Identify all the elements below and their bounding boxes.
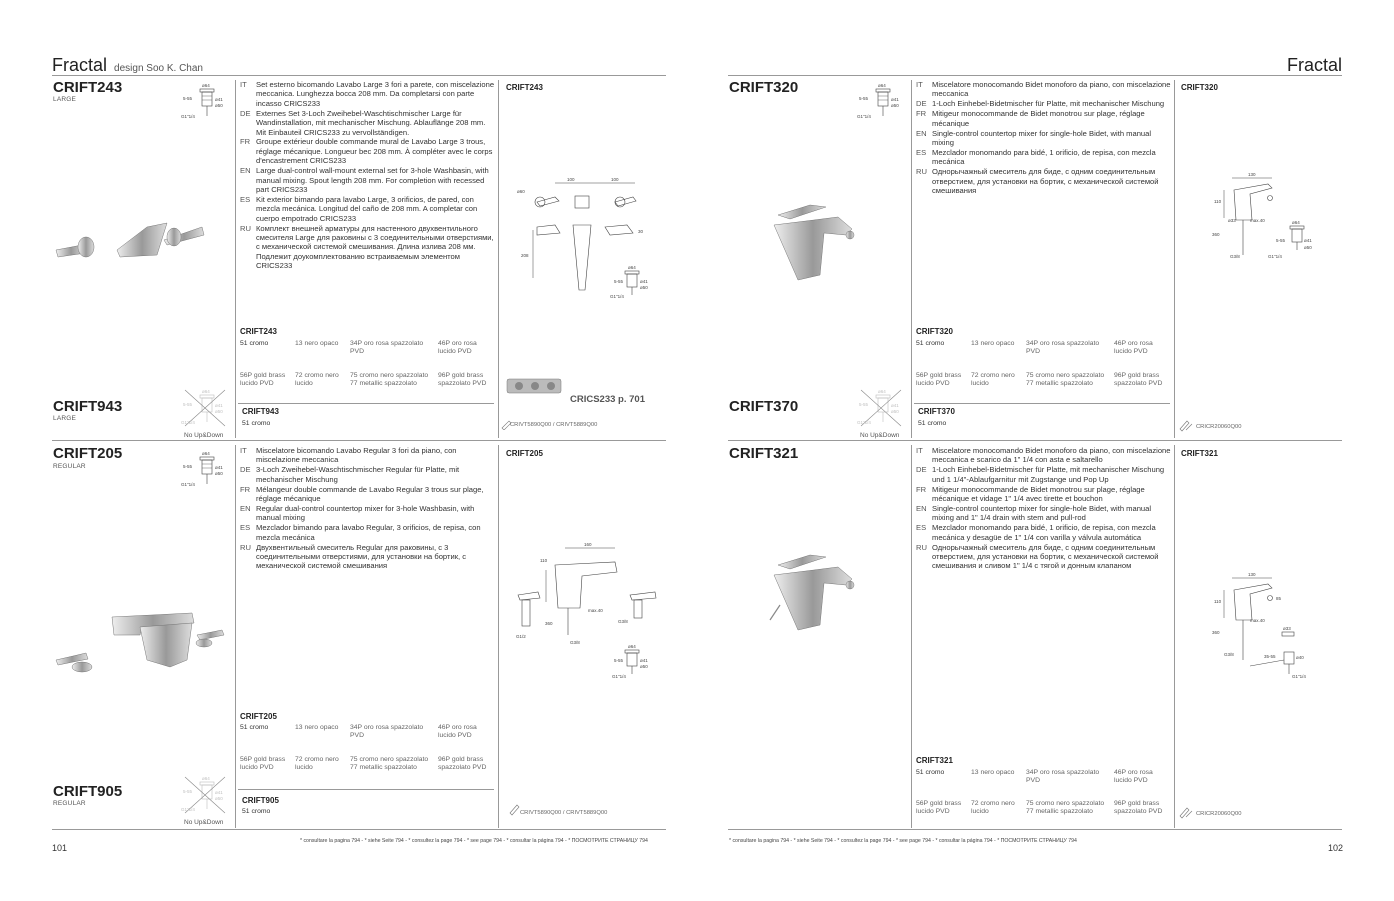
finish-item: 56P gold brass lucido PVD — [916, 800, 962, 815]
cartridge-icon — [508, 802, 520, 816]
svg-text:G3/8: G3/8 — [1230, 254, 1240, 259]
svg-text:ø40: ø40 — [1296, 655, 1304, 660]
product-code: CRIFT943 — [53, 398, 123, 415]
divider — [52, 75, 666, 76]
svg-text:5-55: 5-55 — [859, 96, 869, 101]
page-number: 102 — [1328, 843, 1344, 853]
technical-drawing — [1210, 170, 1320, 265]
finish-item: 72 cromo nero lucido — [971, 800, 1015, 815]
divider — [52, 829, 666, 830]
svg-text:ø41: ø41 — [891, 97, 899, 102]
svg-text:G3/8: G3/8 — [570, 640, 580, 645]
finish-item: 34P oro rosa spazzolato PVD — [350, 340, 424, 355]
drawing-title: CRIFT321 — [1181, 449, 1218, 458]
drain-diagram — [180, 450, 230, 490]
product-sub: LARGE — [53, 415, 77, 422]
finish-item: 13 nero opaco — [971, 769, 1015, 776]
product-sub: REGULAR — [53, 800, 86, 807]
finish-item: 72 cromo nero lucido — [971, 372, 1015, 387]
drawing-title: CRIFT243 — [506, 83, 543, 92]
finish-item: 46P oro rosa lucido PVD — [438, 724, 477, 739]
svg-text:ø33: ø33 — [1228, 218, 1236, 223]
finish-item: 56P gold brass lucido PVD — [240, 372, 286, 387]
product-code: CRIFT370 — [729, 398, 799, 415]
svg-text:ø41: ø41 — [215, 790, 223, 795]
finish-item: 75 cromo nero spazzolato 77 metallic spazzolato — [1026, 372, 1105, 387]
svg-text:ø64: ø64 — [1292, 220, 1300, 225]
svg-text:130: 130 — [1248, 172, 1256, 177]
finish-item: 51 cromo — [240, 724, 269, 731]
finish-item: 46P oro rosa lucido PVD — [438, 340, 477, 355]
page-number: 101 — [52, 843, 68, 853]
divider — [52, 440, 666, 441]
finish-item: 96P gold brass spazzolato PVD — [438, 756, 487, 771]
svg-text:G3/8: G3/8 — [1224, 652, 1234, 657]
svg-text:5-55: 5-55 — [614, 658, 624, 663]
svg-text:130: 130 — [1248, 572, 1256, 577]
svg-text:ø50: ø50 — [640, 285, 648, 290]
finish-item: 72 cromo nero lucido — [295, 756, 339, 771]
svg-text:ø64: ø64 — [202, 83, 210, 88]
svg-text:360: 360 — [1212, 630, 1220, 635]
accessory-code: CRICR20060Q00 — [1196, 811, 1242, 817]
finish-item: 51 cromo — [242, 808, 271, 815]
finish-item: 51 cromo — [916, 340, 945, 347]
svg-text:110: 110 — [1214, 599, 1222, 604]
svg-text:ø64: ø64 — [878, 83, 886, 88]
divider — [498, 80, 499, 438]
finish-item: 56P gold brass lucido PVD — [240, 756, 286, 771]
divider — [728, 440, 1342, 441]
product-code: CRIFT905 — [53, 783, 123, 800]
svg-text:ø50: ø50 — [891, 409, 899, 414]
finish-title: CRIFT905 — [242, 796, 279, 805]
page-header-left — [52, 55, 203, 76]
finish-item: 34P oro rosa spazzolato PVD — [350, 724, 424, 739]
svg-text:G1"1/4: G1"1/4 — [610, 294, 624, 299]
svg-text:max.40: max.40 — [588, 608, 603, 613]
no-updown-label: No Up&Down — [184, 819, 224, 826]
finish-item: 46P oro rosa lucido PVD — [1114, 340, 1153, 355]
svg-text:ø60: ø60 — [517, 189, 525, 194]
drain-diagram — [180, 82, 230, 122]
drain-diagram-crossed — [180, 775, 230, 815]
svg-text:G1"1/4: G1"1/4 — [1292, 674, 1306, 679]
finish-item: 13 nero opaco — [295, 340, 339, 347]
svg-text:max.40: max.40 — [1250, 618, 1265, 623]
finish-item: 96P gold brass spazzolato PVD — [1114, 372, 1163, 387]
finish-item: 51 cromo — [918, 420, 947, 427]
svg-text:5-55: 5-55 — [859, 402, 869, 407]
divider — [914, 403, 1170, 404]
finish-item: 75 cromo nero spazzolato 77 metallic spazzolato — [350, 756, 429, 771]
product-sub: REGULAR — [53, 463, 86, 470]
divider — [728, 75, 1342, 76]
technical-drawing — [515, 175, 655, 300]
finish-item: 72 cromo nero lucido — [295, 372, 339, 387]
product-code: CRIFT243 — [53, 79, 123, 96]
divider — [498, 445, 499, 828]
technical-drawing — [510, 540, 660, 680]
finish-item: 96P gold brass spazzolato PVD — [438, 372, 487, 387]
svg-text:35-55: 35-55 — [1264, 654, 1276, 659]
svg-text:5-55: 5-55 — [183, 789, 193, 794]
svg-text:110: 110 — [540, 558, 548, 563]
svg-text:max.40: max.40 — [1250, 218, 1265, 223]
svg-text:G1/2: G1/2 — [516, 634, 526, 639]
divider — [1174, 80, 1175, 438]
finish-title: CRIFT320 — [916, 327, 953, 336]
divider — [911, 445, 912, 828]
drain-diagram-crossed — [180, 388, 230, 428]
finish-item: 96P gold brass spazzolato PVD — [1114, 800, 1163, 815]
svg-text:ø50: ø50 — [215, 471, 223, 476]
svg-text:ø64: ø64 — [202, 776, 210, 781]
finish-title: CRIFT243 — [240, 327, 277, 336]
series-title: Fractal — [52, 55, 108, 75]
svg-text:G1"1/4: G1"1/4 — [181, 420, 195, 425]
svg-text:G1"1/4: G1"1/4 — [181, 482, 195, 487]
svg-text:ø50: ø50 — [1304, 245, 1312, 250]
svg-text:ø50: ø50 — [640, 664, 648, 669]
description-block: IT Miscelatore monocomando Bidet monoforo da piano, con miscelazione meccanica DE 1-Loch Einhebel-Bidetmischer für Platte, mit mechanischer Mischung FR Mitigeur monocommande de Bidet monotrou sur plage, réglage mécanique EN Single-control countertop mixer for single-hole Bidet, with manual mixing ES Mezclador monomando para bidé, 1 orificio, de repisa, con mezcla mecánica RU Однорычажный смеситель для биде, с одним соединительным отверстием, для установки на бортик, с механической системой смешивания — [916, 80, 1171, 195]
accessory-code: CRICR20060Q00 — [1196, 424, 1242, 430]
svg-text:ø41: ø41 — [215, 97, 223, 102]
svg-text:G1"1/4: G1"1/4 — [181, 807, 195, 812]
finish-item: 56P gold brass lucido PVD — [916, 372, 962, 387]
product-photo — [52, 605, 232, 685]
svg-text:30: 30 — [638, 229, 644, 234]
description-block: IT Miscelatore monocomando Bidet monoforo da piano, con miscelazione meccanica e scarico da 1" 1/4 con asta e saltarello DE 1-Loch Einhebel-Bidetmischer für Platte, mit mechanischer Mischung und 1 1/4"-Ablaufgarnitur mit Zugstange und Pop Up FR Mitigeur monocommande de Bidet monotrou sur plage, réglage mécanique et vidage 1" 1/4 avec tirette et bouchon EN Single-control countertop mixer for single-hole Bidet, with manual mixing and 1" 1/4 drain with stem and pull-rod ES Mezclador monomando para bidé, 1 orificio, de repisa, con mezcla mecánica y desagüe de 1" 1/4 con varilla y válvula automática RU Однорычажный смеситель для биде, с одним соединительным отверстием, для установки на бортик, с механической системой смешивания и сливом 1" 1/4 с тягой и донным клапаном — [916, 446, 1171, 571]
svg-text:ø41: ø41 — [1304, 238, 1312, 243]
svg-text:G1"1/4: G1"1/4 — [857, 114, 871, 119]
finish-item: 51 cromo — [916, 769, 945, 776]
finish-item: 13 nero opaco — [971, 340, 1015, 347]
footnote: * consultare la pagina 794 - * siehe Seite 794 - * consultez la page 794 - * see page 794 - * consultar la página 794 - * ПОСМОТРИТЕ СТРАНИЦУ 794 — [300, 838, 648, 844]
finish-title: CRIFT943 — [242, 407, 279, 416]
svg-text:G1"1/4: G1"1/4 — [857, 420, 871, 425]
svg-text:110: 110 — [1214, 199, 1222, 204]
svg-text:208: 208 — [521, 253, 529, 258]
svg-text:G1"1/4: G1"1/4 — [1268, 254, 1282, 259]
product-code: CRIFT320 — [729, 79, 799, 96]
finish-item: 75 cromo nero spazzolato 77 metallic spazzolato — [350, 372, 429, 387]
product-photo — [760, 195, 870, 290]
svg-text:G3/8: G3/8 — [618, 619, 628, 624]
svg-text:ø50: ø50 — [891, 103, 899, 108]
finish-item: 51 cromo — [242, 420, 271, 427]
finish-item: 34P oro rosa spazzolato PVD — [1026, 769, 1100, 784]
no-updown-label: No Up&Down — [860, 432, 900, 439]
svg-text:ø41: ø41 — [215, 465, 223, 470]
svg-text:ø41: ø41 — [215, 403, 223, 408]
finish-item: 34P oro rosa spazzolato PVD — [1026, 340, 1100, 355]
svg-text:5-55: 5-55 — [614, 279, 624, 284]
svg-text:ø64: ø64 — [878, 389, 886, 394]
drain-diagram-crossed — [856, 388, 906, 428]
designer-credit: design Soo K. Chan — [114, 63, 203, 74]
divider — [235, 80, 236, 438]
svg-text:G1"1/4: G1"1/4 — [612, 674, 626, 679]
svg-text:85: 85 — [1276, 596, 1282, 601]
product-code: CRIFT321 — [729, 445, 799, 462]
svg-text:ø64: ø64 — [202, 451, 210, 456]
product-code: CRIFT205 — [53, 445, 123, 462]
product-photo — [52, 215, 232, 275]
page-header-right — [1287, 55, 1342, 76]
svg-text:ø50: ø50 — [215, 409, 223, 414]
product-photo — [760, 545, 870, 640]
divider — [235, 445, 236, 828]
svg-text:G1"1/4: G1"1/4 — [181, 114, 195, 119]
svg-text:ø50: ø50 — [215, 103, 223, 108]
finish-title: CRIFT370 — [918, 407, 955, 416]
svg-text:100: 100 — [567, 177, 575, 182]
svg-text:ø41: ø41 — [891, 403, 899, 408]
series-title: Fractal — [1287, 55, 1343, 75]
technical-drawing — [1210, 570, 1320, 680]
drawing-title: CRIFT320 — [1181, 83, 1218, 92]
divider — [728, 829, 1342, 830]
svg-text:ø41: ø41 — [640, 279, 648, 284]
svg-text:100: 100 — [611, 177, 619, 182]
finish-item: 75 cromo nero spazzolato 77 metallic spazzolato — [1026, 800, 1105, 815]
svg-text:ø50: ø50 — [215, 796, 223, 801]
svg-text:5-55: 5-55 — [183, 402, 193, 407]
drawing-title: CRIFT205 — [506, 449, 543, 458]
divider — [911, 80, 912, 438]
recess-part-label: CRICS233 p. 701 — [570, 394, 645, 405]
finish-title: CRIFT321 — [916, 756, 953, 765]
product-sub: LARGE — [53, 96, 77, 103]
svg-text:160: 160 — [584, 542, 592, 547]
accessory-code: CRIVT5890Q00 / CRIVT5889Q00 — [510, 422, 598, 428]
svg-text:ø33: ø33 — [1283, 626, 1291, 631]
svg-text:ø41: ø41 — [640, 658, 648, 663]
description-block: IT Set esterno bicomando Lavabo Large 3 fori a parete, con miscelazione meccanica. Lunghezza bocca 208 mm. Da completarsi con parte incasso CRICS233 DE Externes Set 3-Loch Zweihebel-Waschtischmischer Large für Wandinstallation, mit mechanischer Mischung. Ablauflänge 208 mm. Mit Einbauteil CRICS233 zu vervollständigen. FR Groupe extérieur double commande mural de Lavabo Large 3 trous, réglage mécanique. Longueur bec 208 mm. À compléter avec le corps d'encastrement CRICS233 EN Large dual-control wall-mount external set for 3-hole Washbasin, with manual mixing. Spout length 208 mm. For completion with recessed part CRICS233 ES Kit exterior bimando para lavabo Large, 3 orificios, de pared, con mezcla mecánica. Longitud del caño de 208 mm. A completar con cuerpo empotrado CRICS233 RU Комплект внешней арматуры для настенного двухвентильного смесителя Large для раковины с 3 соединительными отверстиями, с механической системой смешивания. Длина излива 208 мм. Подлежит доукомплектованию встраиваемым элементом CRICS233 — [240, 80, 495, 271]
svg-text:ø64: ø64 — [628, 644, 636, 649]
svg-text:ø64: ø64 — [628, 265, 636, 270]
finish-item: 46P oro rosa lucido PVD — [1114, 769, 1153, 784]
divider — [1174, 445, 1175, 828]
finish-title: CRIFT205 — [240, 712, 277, 721]
cartridge-icon — [1178, 805, 1194, 819]
svg-text:360: 360 — [545, 621, 553, 626]
divider — [238, 403, 494, 404]
accessory-code: CRIVT5890Q00 / CRIVT5889Q00 — [520, 810, 608, 816]
recessed-body-photo — [505, 373, 565, 399]
drain-diagram — [856, 82, 906, 122]
description-block: IT Miscelatore bicomando Lavabo Regular 3 fori da piano, con miscelazione meccanica DE 3-Loch Zweihebel-Waschtischmischer Regular für Platte, mit mechanischer Mischung FR Mélangeur double commande de Lavabo Regular 3 trous sur plage, réglage mécanique EN Regular dual-control countertop mixer for 3-hole Washbasin, with manual mixing ES Mezclador bimando para lavabo Regular, 3 orificios, de repisa, con mezcla mecánica RU Двухвентильный смеситель Regular для раковины, с 3 соединительными отверстиями, для установки на бортик, с механической системой смешивания — [240, 446, 484, 571]
finish-item: 51 cromo — [240, 340, 269, 347]
svg-text:5-55: 5-55 — [183, 96, 193, 101]
svg-text:360: 360 — [1212, 232, 1220, 237]
svg-text:5-55: 5-55 — [1276, 238, 1286, 243]
svg-text:ø64: ø64 — [202, 389, 210, 394]
cartridge-icon — [1178, 418, 1194, 432]
footnote: * consultare la pagina 794 - * siehe Seite 794 - * consultez la page 794 - * see page 794 - * consultar la página 794 - * ПОСМОТРИТЕ СТРАНИЦУ 794 — [729, 838, 1077, 844]
divider — [238, 789, 494, 790]
svg-text:5-55: 5-55 — [183, 464, 193, 469]
no-updown-label: No Up&Down — [184, 432, 224, 439]
finish-item: 13 nero opaco — [295, 724, 339, 731]
